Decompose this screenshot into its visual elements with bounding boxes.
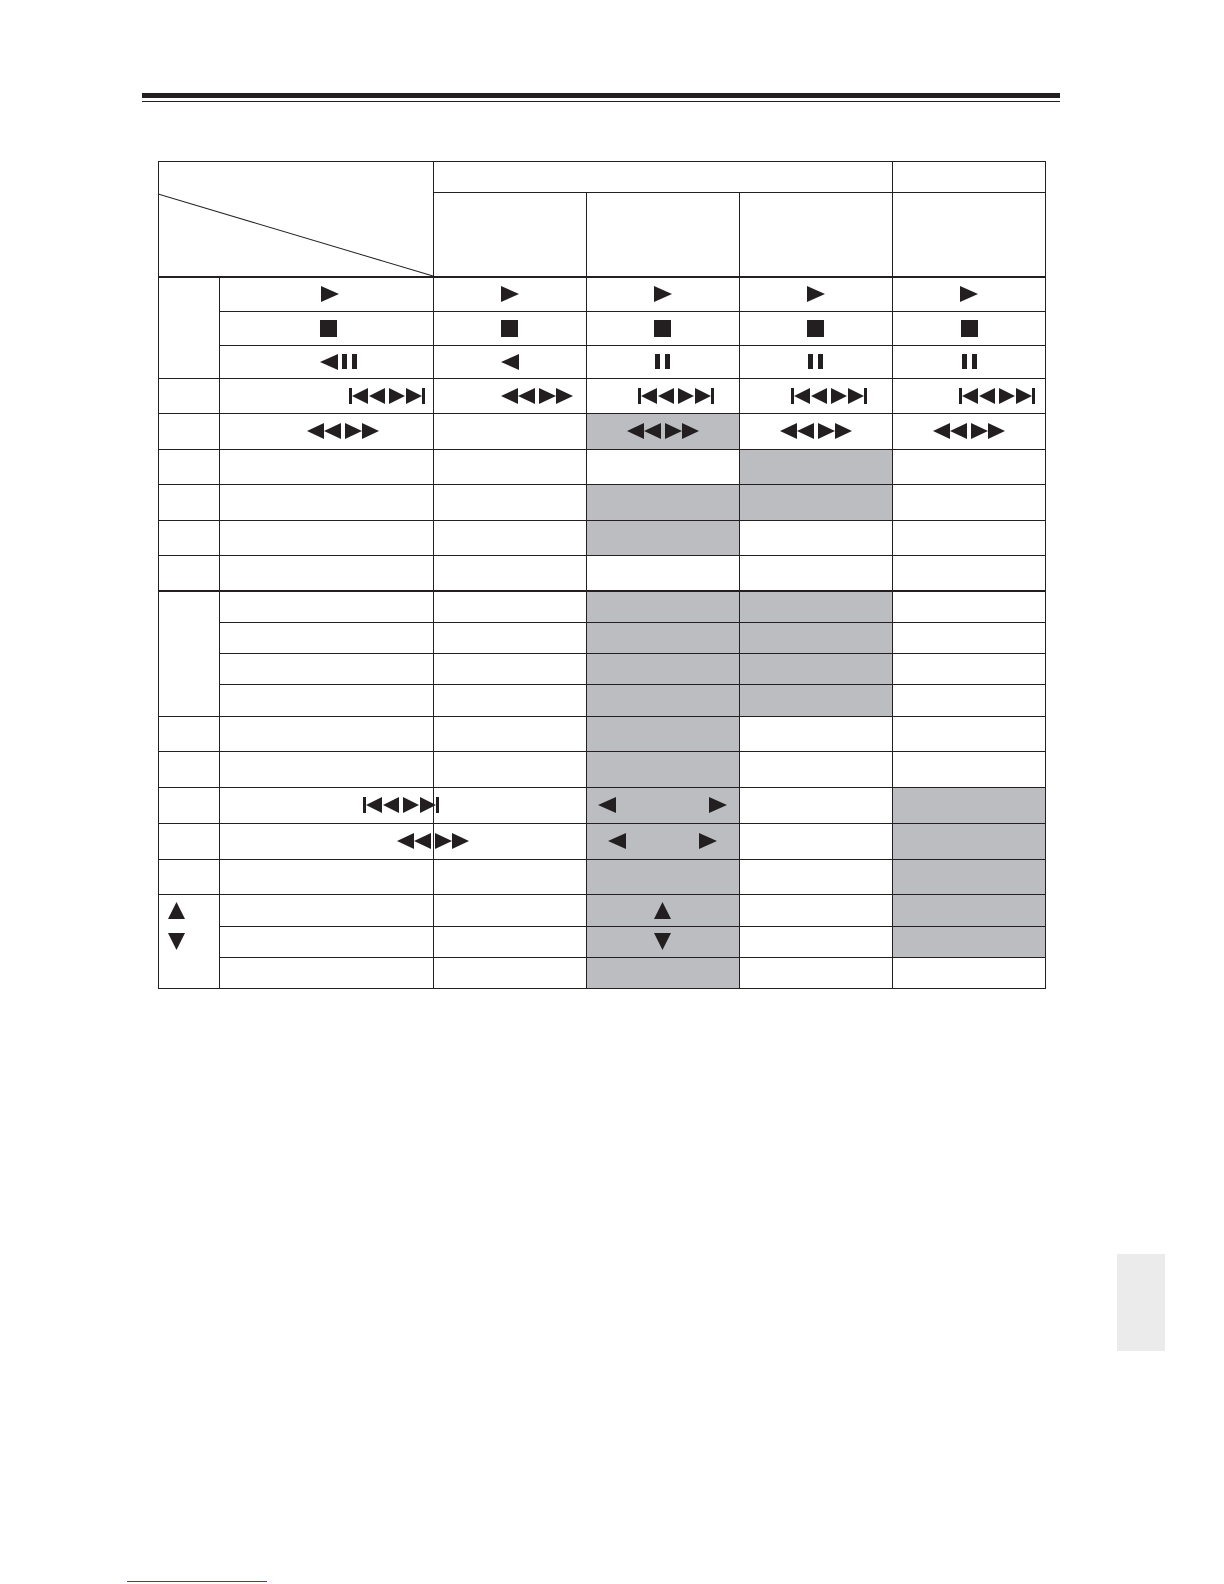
skip-next-icon bbox=[999, 388, 1035, 404]
rewind-icon bbox=[397, 833, 431, 849]
play-icon bbox=[699, 833, 717, 849]
down-icon bbox=[654, 933, 671, 950]
row-line bbox=[158, 751, 1046, 752]
stop-icon bbox=[807, 320, 824, 337]
row-line bbox=[158, 413, 1046, 414]
fast-forward-icon bbox=[539, 388, 573, 404]
skip-prev-icon bbox=[363, 797, 399, 813]
skip-prev-icon bbox=[959, 388, 995, 404]
row-line bbox=[158, 449, 1046, 450]
shaded-cell bbox=[586, 653, 739, 684]
row-line bbox=[158, 378, 1046, 379]
shaded-cell bbox=[739, 653, 892, 684]
right-arrow-icon bbox=[699, 833, 717, 849]
shaded-cell bbox=[586, 622, 739, 653]
row-line bbox=[219, 957, 1046, 958]
row-line bbox=[158, 590, 1046, 592]
skip-prev-next-icon bbox=[363, 797, 439, 813]
shaded-cell bbox=[586, 591, 739, 622]
rewind-icon bbox=[627, 423, 661, 439]
header-rule-thick bbox=[142, 93, 1060, 98]
row-line bbox=[158, 823, 1046, 824]
shaded-cell bbox=[586, 859, 739, 894]
rewind-forward-icon bbox=[307, 423, 379, 439]
down-icon bbox=[168, 933, 185, 950]
reverse-icon bbox=[501, 354, 519, 370]
left-arrow-icon bbox=[598, 797, 616, 813]
skip-prev-next-icon bbox=[791, 388, 867, 404]
row-line bbox=[158, 276, 1046, 278]
shaded-cell bbox=[739, 449, 892, 484]
table-border-top bbox=[158, 161, 1046, 162]
row-line bbox=[219, 684, 1046, 685]
rewind-icon bbox=[933, 423, 967, 439]
pause-icon bbox=[342, 354, 357, 369]
play-icon bbox=[807, 286, 825, 302]
up-icon bbox=[654, 902, 671, 919]
shaded-cell bbox=[892, 926, 1046, 957]
play-icon bbox=[960, 286, 978, 302]
pause-icon bbox=[962, 354, 977, 369]
row-line bbox=[219, 345, 1046, 346]
stop-icon bbox=[654, 320, 671, 337]
pause-icon bbox=[655, 354, 670, 369]
skip-prev-next-icon bbox=[638, 388, 714, 404]
play-icon bbox=[321, 286, 339, 302]
play-icon bbox=[501, 286, 519, 302]
shaded-cell bbox=[739, 484, 892, 520]
row-line bbox=[219, 311, 1046, 312]
skip-next-icon bbox=[403, 797, 439, 813]
stop-icon bbox=[320, 320, 337, 337]
skip-next-icon bbox=[389, 388, 425, 404]
up-icon bbox=[168, 902, 185, 919]
stop-icon bbox=[961, 320, 978, 337]
fast-forward-icon bbox=[345, 423, 379, 439]
rewind-icon bbox=[307, 423, 341, 439]
up-icon bbox=[654, 902, 671, 919]
play-icon bbox=[501, 286, 519, 302]
reverse-icon bbox=[320, 354, 338, 370]
reverse-icon bbox=[598, 797, 616, 813]
shaded-cell bbox=[892, 823, 1046, 859]
table-border-bottom bbox=[158, 988, 1046, 989]
shaded-cell bbox=[739, 684, 892, 716]
up-icon bbox=[168, 902, 185, 919]
pause-icon bbox=[808, 354, 823, 369]
play-icon bbox=[654, 286, 672, 302]
stop-icon bbox=[807, 320, 824, 337]
footer-link-underline bbox=[127, 1581, 267, 1582]
rewind-forward-icon bbox=[933, 423, 1005, 439]
row-line bbox=[158, 894, 1046, 895]
skip-next-icon bbox=[678, 388, 714, 404]
fast-forward-icon bbox=[971, 423, 1005, 439]
shaded-cell bbox=[739, 591, 892, 622]
stop-icon bbox=[501, 320, 518, 337]
reverse-pause-icon bbox=[320, 354, 357, 370]
stop-icon bbox=[654, 320, 671, 337]
stop-icon bbox=[501, 320, 518, 337]
fast-forward-icon bbox=[818, 423, 852, 439]
header-divider bbox=[433, 161, 434, 989]
skip-next-icon bbox=[831, 388, 867, 404]
header-rule-thin bbox=[142, 101, 1060, 102]
play-icon bbox=[807, 286, 825, 302]
shaded-cell bbox=[892, 894, 1046, 926]
row-line bbox=[158, 520, 1046, 521]
shaded-cell bbox=[586, 484, 739, 520]
fast-forward-icon bbox=[665, 423, 699, 439]
header-divider bbox=[892, 161, 893, 989]
down-icon bbox=[168, 933, 185, 950]
down-icon bbox=[654, 933, 671, 950]
pause-icon bbox=[962, 354, 977, 369]
header-diagonal-line bbox=[158, 161, 434, 277]
rewind-icon bbox=[501, 388, 535, 404]
rewind-forward-icon bbox=[780, 423, 852, 439]
table-border-right bbox=[1045, 161, 1046, 989]
pause-icon bbox=[808, 354, 823, 369]
play-icon bbox=[321, 286, 339, 302]
fast-forward-icon bbox=[435, 833, 469, 849]
shaded-cell bbox=[586, 520, 739, 555]
table-border-left bbox=[158, 161, 159, 989]
skip-prev-icon bbox=[349, 388, 385, 404]
row-line bbox=[158, 716, 1046, 717]
stop-icon bbox=[961, 320, 978, 337]
reverse-icon bbox=[608, 833, 626, 849]
shaded-cell bbox=[586, 751, 739, 787]
skip-prev-next-icon bbox=[959, 388, 1035, 404]
pause-icon bbox=[655, 354, 670, 369]
rewind-forward-icon bbox=[627, 423, 699, 439]
shaded-cell bbox=[892, 859, 1046, 894]
right-arrow-icon bbox=[709, 797, 727, 813]
play-icon bbox=[960, 286, 978, 302]
row-line bbox=[158, 859, 1046, 860]
play-icon bbox=[654, 286, 672, 302]
rewind-icon bbox=[780, 423, 814, 439]
row-line bbox=[219, 926, 1046, 927]
row-line bbox=[158, 787, 1046, 788]
row-line bbox=[158, 555, 1046, 556]
rewind-forward-icon bbox=[397, 833, 469, 849]
shaded-cell bbox=[892, 787, 1046, 823]
left-arrow-icon bbox=[608, 833, 626, 849]
side-tab bbox=[1117, 1254, 1165, 1351]
rewind-forward-icon bbox=[501, 388, 573, 404]
shaded-cell bbox=[586, 716, 739, 751]
shaded-cell bbox=[586, 684, 739, 716]
skip-prev-icon bbox=[638, 388, 674, 404]
row-line bbox=[219, 622, 1046, 623]
stop-icon bbox=[320, 320, 337, 337]
skip-prev-next-icon bbox=[349, 388, 425, 404]
shaded-cell bbox=[739, 622, 892, 653]
row-line bbox=[158, 484, 1046, 485]
reverse-icon bbox=[501, 354, 519, 370]
shaded-cell bbox=[586, 957, 739, 989]
skip-prev-icon bbox=[791, 388, 827, 404]
label-divider bbox=[219, 277, 220, 989]
operation-table bbox=[158, 161, 1046, 989]
row-line bbox=[219, 653, 1046, 654]
play-icon bbox=[709, 797, 727, 813]
